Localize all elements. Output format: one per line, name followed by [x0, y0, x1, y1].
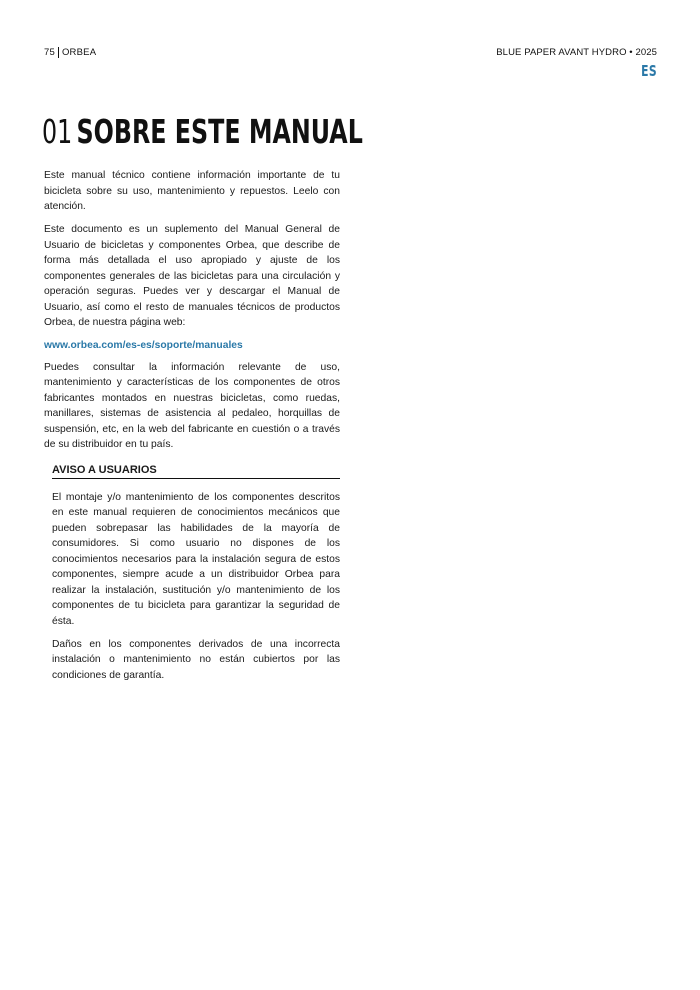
page-number: 75 [44, 47, 55, 58]
section-title: SOBRE ESTE MANUAL [76, 112, 363, 151]
notice-paragraph-2: Daños en los componentes derivados de una incorrecta instalación o mantenimiento no están cubiertos por las condiciones de garantía. [52, 638, 340, 681]
section-number: 01 [42, 112, 73, 151]
section-heading [42, 112, 363, 152]
page-header-left [44, 47, 96, 58]
user-notice-box [52, 463, 340, 684]
notice-title: AVISO A USUARIOS [52, 463, 340, 479]
brand-name: ORBEA [61, 47, 97, 58]
language-tag: ES [641, 62, 657, 80]
manuals-link[interactable]: www.orbea.com/es-es/soporte/manuales [44, 340, 243, 351]
intro-paragraph: Este manual técnico contiene información importante de tu bicicleta sobre su uso, mantenimiento y repuestos. Leelo con atención. [44, 170, 340, 212]
third-party-paragraph: Puedes consultar la información relevante de uso, mantenimiento y características de los componentes de otros fabricantes montados en nuestras bicicletas, como ruedas, manillares, sistemas de asistencia al pedaleo, horquillas de suspensión, etc, en la web del fabricante en cuestión o a través de su distribuidor en tu país. [44, 361, 340, 450]
document-title: BLUE PAPER AVANT HYDRO • 2025 [496, 47, 657, 58]
main-content [44, 168, 340, 691]
header-divider [58, 47, 59, 58]
notice-paragraph-1: El montaje y/o mantenimiento de los componentes descritos en este manual requieren de conocimientos mecánicos que pueden sobrepasar las habilidades de la mayoría de consumidores. Si como usuario no dispones de los conocimientos necesarios para la instalación segura de estos componentes, siempre acude a un distribuidor Orbea para realizar la instalación, sustitución y/o mantenimiento de los componentes de tu bicicleta para garantizar la seguridad de ésta. [52, 491, 340, 627]
supplement-paragraph: Este documento es un suplemento del Manual General de Usuario de bicicletas y componentes Orbea, que describe de forma más detallada el uso apropiado y ajuste de los componentes generales de las bicicletas para una circulación y operación seguras. Puedes ver y descargar el Manual de Usuario, así como el resto de manuales técnicos de productos Orbea, de nuestra página web: [44, 224, 340, 328]
